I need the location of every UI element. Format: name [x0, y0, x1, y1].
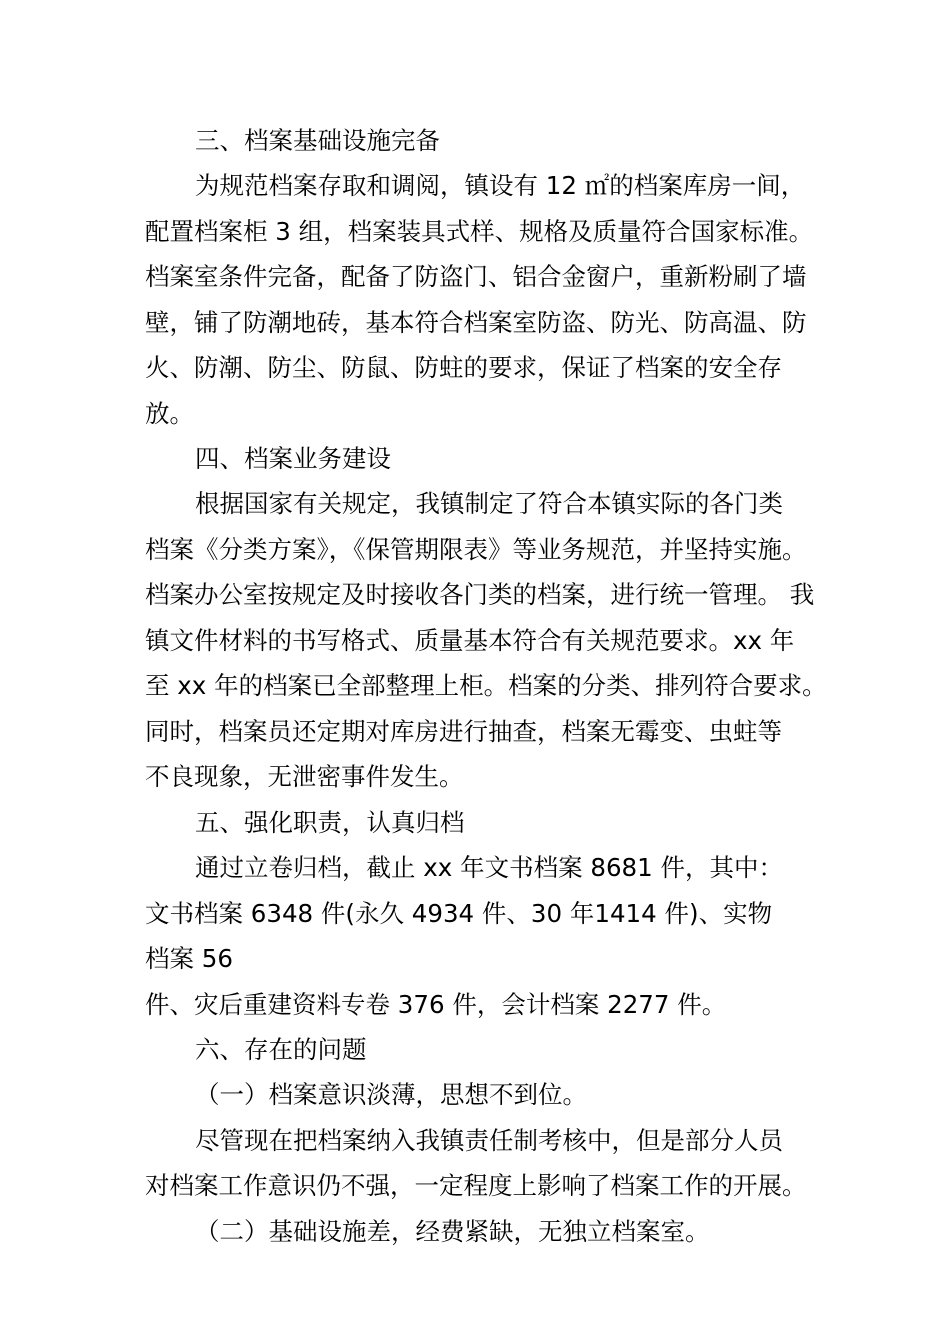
paragraph-line: 根据国家有关规定，我镇制定了符合本镇实际的各门类: [195, 489, 783, 518]
paragraph-line: 件、灾后重建资料专卷 376 件，会计档案 2277 件。: [145, 990, 727, 1019]
paragraph-line: 壁，铺了防潮地砖，基本符合档案室防盗、防光、防高温、防: [145, 308, 807, 337]
section-heading-6: 六、存在的问题: [195, 1035, 367, 1064]
section-heading-5: 五、强化职责，认真归档: [195, 808, 465, 837]
paragraph-line: 文书档案 6348 件(永久 4934 件、30 年1414 件)、实物: [145, 899, 773, 928]
paragraph-line: 对档案工作意识仍不强，一定程度上影响了档案工作的开展。: [145, 1171, 807, 1200]
paragraph-line: 火、防潮、防尘、防鼠、防蛀的要求，保证了档案的安全存: [145, 353, 782, 382]
section-heading-4: 四、档案业务建设: [195, 444, 391, 473]
paragraph-line: 不良现象，无泄密事件发生。: [145, 762, 464, 791]
paragraph-line: 至 xx 年的档案已全部整理上柜。档案的分类、排列符合要求。: [145, 671, 827, 700]
paragraph-line: 放。: [145, 399, 194, 428]
paragraph-line: 档案《分类方案》，《保管期限表》等业务规范，并坚持实施。: [145, 535, 807, 564]
paragraph-line: 同时，档案员还定期对库房进行抽查，档案无霉变、虫蛀等: [145, 717, 782, 746]
paragraph-line: 配置档案柜 3 组，档案装具式样、规格及质量符合国家标准。: [145, 217, 814, 246]
paragraph-line: 档案 56: [145, 944, 233, 973]
subsection-heading-2: （二）基础设施差，经费紧缺，无独立档案室。: [195, 1217, 710, 1246]
paragraph-line: 为规范档案存取和调阅，镇设有 12 ㎡的档案库房一间，: [195, 171, 806, 200]
paragraph-line: 档案室条件完备，配备了防盗门、铝合金窗户，重新粉刷了墙: [145, 262, 807, 291]
paragraph-line: 通过立卷归档，截止 xx 年文书档案 8681 件，其中：: [195, 853, 783, 882]
section-heading-3: 三、档案基础设施完备: [195, 126, 440, 155]
subsection-heading-1: （一）档案意识淡薄，思想不到位。: [195, 1080, 587, 1109]
paragraph-line: 尽管现在把档案纳入我镇责任制考核中，但是部分人员: [195, 1126, 783, 1155]
paragraph-line: 镇文件材料的书写格式、质量基本符合有关规范要求。xx 年: [145, 626, 795, 655]
paragraph-line: 档案办公室按规定及时接收各门类的档案，进行统一管理。 我: [145, 580, 815, 609]
